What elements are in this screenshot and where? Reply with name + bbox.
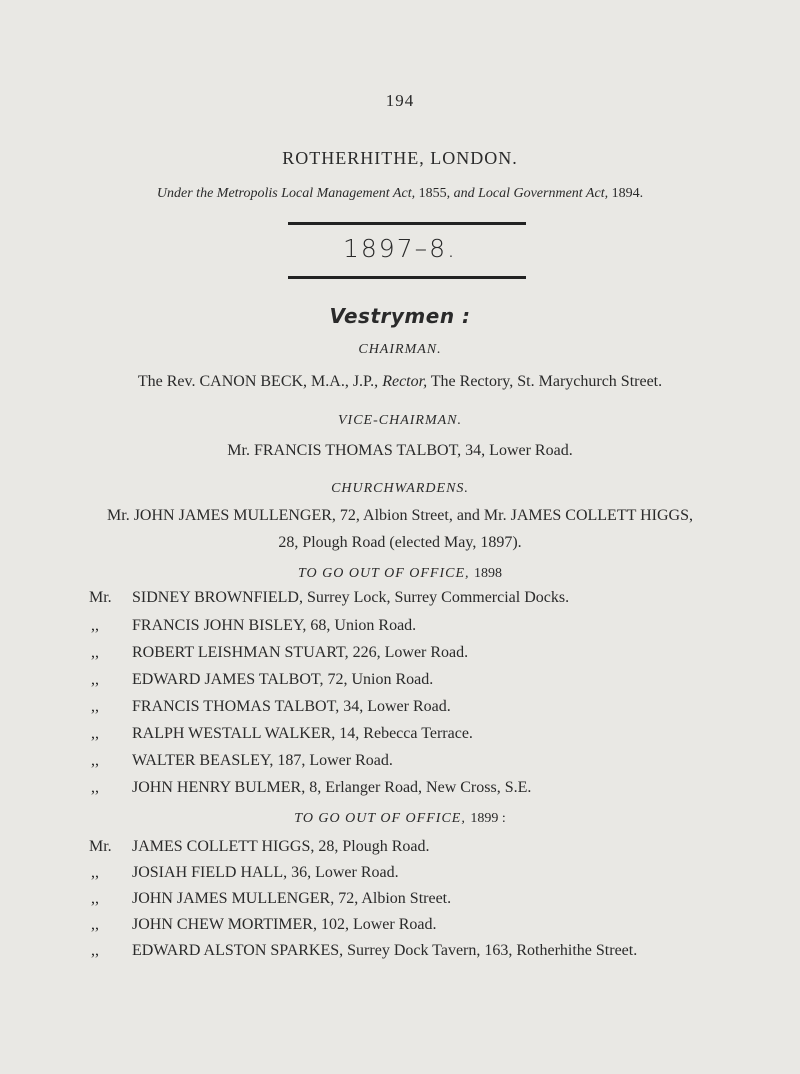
- page-number: 194: [385, 91, 415, 110]
- chairman-label: CHAIRMAN.: [358, 342, 442, 357]
- top-rule: [288, 222, 526, 225]
- churchwardens-label: CHURCHWARDENS.: [331, 481, 469, 496]
- office-1899-year: 1899 :: [470, 811, 506, 826]
- member-text: JOHN CHEW MORTIMER, 102, Lower Road.: [132, 916, 437, 933]
- chairman-address: The Rectory, St. Marychurch Street.: [430, 373, 663, 390]
- section-heading: Vestrymen :: [329, 304, 471, 328]
- office-1898-year: 1898: [474, 566, 503, 581]
- member-prefix: ,,: [91, 644, 99, 661]
- office-1898-label: [0, 566, 800, 582]
- churchwardens-line-2: 28, Plough Road (elected May, 1897).: [278, 534, 522, 551]
- member-text: JOHN JAMES MULLENGER, 72, Albion Street.: [132, 890, 452, 907]
- member-text: EDWARD ALSTON SPARKES, Surrey Dock Tavern, 163, Rotherhithe Street.: [132, 942, 638, 959]
- member-prefix: ,,: [91, 942, 99, 959]
- member-text: JOSIAH FIELD HALL, 36, Lower Road.: [132, 864, 399, 881]
- member-prefix: Mr.: [89, 589, 112, 606]
- member-prefix: ,,: [91, 779, 99, 796]
- member-text: EDWARD JAMES TALBOT, 72, Union Road.: [132, 671, 434, 688]
- office-1898-text: TO GO OUT OF OFFICE,: [297, 566, 470, 581]
- vice-chairman-line: Mr. FRANCIS THOMAS TALBOT, 34, Lower Road.: [227, 442, 573, 459]
- chairman-name: The Rev. CANON BECK, M.A., J.P.,: [137, 373, 379, 390]
- member-prefix: ,,: [91, 617, 99, 634]
- member-text: FRANCIS JOHN BISLEY, 68, Union Road.: [132, 617, 417, 634]
- member-prefix: Mr.: [89, 838, 112, 855]
- acts-text-2: and Local Government Act,: [453, 186, 609, 201]
- member-prefix: ,,: [91, 890, 99, 907]
- acts-year-1: 1855,: [418, 186, 451, 201]
- churchwardens-line-1: Mr. JOHN JAMES MULLENGER, 72, Albion Street, and Mr. JAMES COLLETT HIGGS,: [107, 507, 693, 524]
- chairman-role: Rector,: [382, 373, 428, 390]
- chairman-line: [0, 373, 800, 391]
- member-text: WALTER BEASLEY, 187, Lower Road.: [132, 752, 393, 769]
- member-text: JOHN HENRY BULMER, 8, Erlanger Road, New Cross, S.E.: [132, 779, 532, 796]
- member-prefix: ,,: [91, 671, 99, 688]
- place-title: ROTHERHITHE, LONDON.: [282, 148, 518, 168]
- acts-subtitle: [0, 186, 800, 202]
- member-prefix: ,,: [91, 864, 99, 881]
- member-prefix: ,,: [91, 698, 99, 715]
- office-1899-label: [0, 811, 800, 827]
- years-title: 1897–8.: [343, 234, 457, 263]
- member-text: RALPH WESTALL WALKER, 14, Rebecca Terrace.: [132, 725, 473, 742]
- member-prefix: ,,: [91, 916, 99, 933]
- member-text: JAMES COLLETT HIGGS, 28, Plough Road.: [132, 838, 430, 855]
- member-text: FRANCIS THOMAS TALBOT, 34, Lower Road.: [132, 698, 451, 715]
- member-prefix: ,,: [91, 725, 99, 742]
- member-prefix: ,,: [91, 752, 99, 769]
- acts-text-1: Under the Metropolis Local Management Act,: [156, 186, 416, 201]
- bottom-rule: [288, 276, 526, 279]
- member-text: SIDNEY BROWNFIELD, Surrey Lock, Surrey Commercial Docks.: [132, 589, 570, 606]
- office-1899-text: TO GO OUT OF OFFICE,: [294, 811, 466, 826]
- acts-year-2: 1894.: [611, 186, 644, 201]
- vice-chairman-label: VICE-CHAIRMAN.: [337, 413, 463, 428]
- member-text: ROBERT LEISHMAN STUART, 226, Lower Road.: [132, 644, 469, 661]
